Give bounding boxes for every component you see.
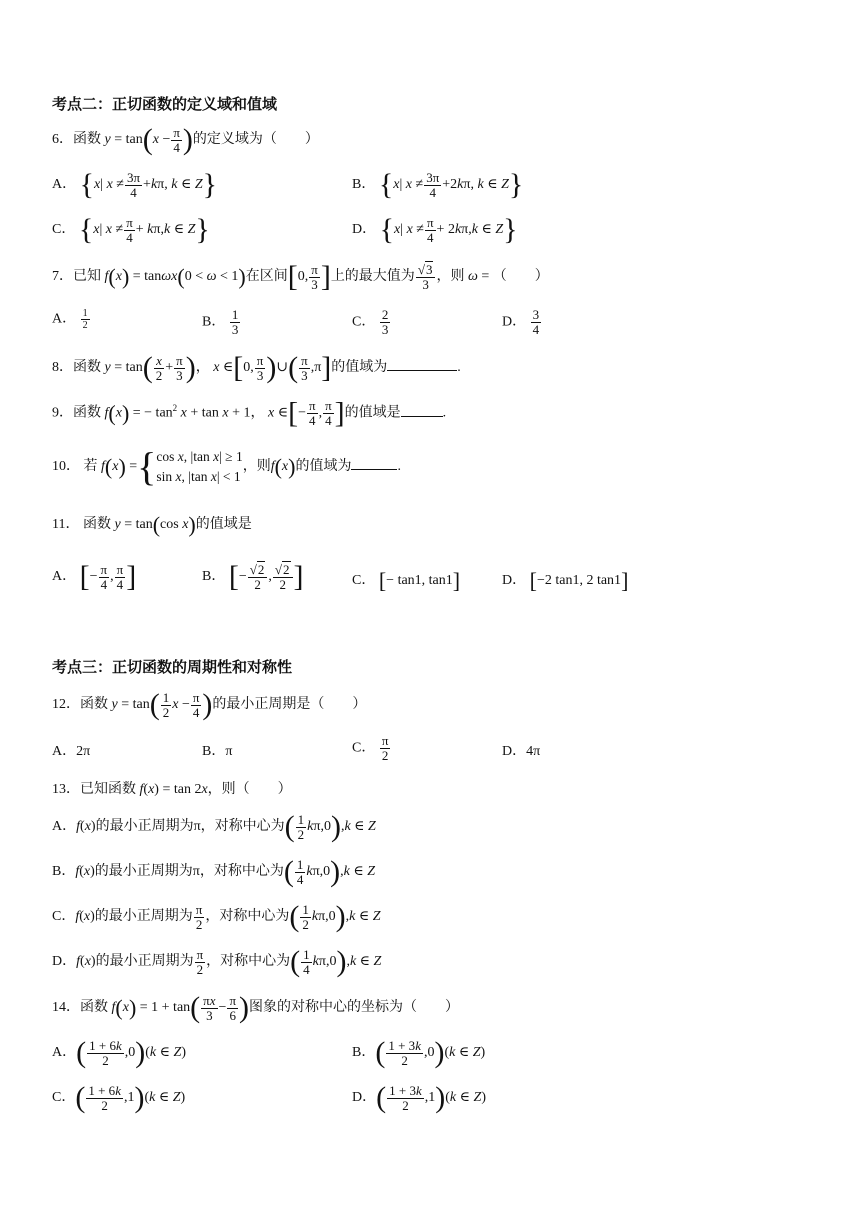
option-11c: C． [− tan1, tan1] [352, 568, 461, 593]
option-12b: B．π [202, 744, 233, 759]
option-6b: B． {x| x ≠ $\frac{3\pi}{4}$ +2kπ, k ∈ Z} [352, 168, 524, 201]
question-11: 11． 函数 y = tan(cos x)的值域是 [52, 512, 252, 537]
option-12a: A．2π [52, 744, 91, 759]
option-14a: A．( $\frac{1 + 6k}{2}$ ,0)(k ∈ Z) [52, 1036, 186, 1069]
question-text: 函数 [73, 132, 101, 148]
option-12c: C． $\frac{\pi}{2}$ [352, 733, 389, 763]
option-6a: A． {x| x ≠ $\frac{3\pi}{4}$ +kπ, k ∈ Z} [52, 168, 218, 201]
section-title-3: 考点三：正切函数的周期性和对称性 [52, 658, 293, 676]
option-7b: B． $\frac{1}{3}$ [202, 307, 239, 337]
question-9: 9．函数 f(x) = − $\tan^2 x + \tan x + 1$， x ∈[− $\frac{\pi}{4}$ , $\frac{\pi}{4}$ ]的值域是 . [52, 396, 447, 430]
option-13a: A．f(x)的最小正周期为π，对称中心为( $\frac{1}{2}$ kπ,0),k ∈ Z [52, 810, 376, 843]
question-text: 的定义域为（ ） [192, 132, 319, 148]
question-number: 6． [52, 132, 73, 148]
option-14d: D．( $\frac{1 + 3k}{2}$ ,1)(k ∈ Z) [352, 1081, 486, 1114]
option-6d: D． {x| x ≠ $\frac{\pi}{4}$ + 2kπ,k ∈ Z} [352, 213, 518, 246]
question-6: 6．函数 y = tan(x − $\frac{\pi}{4}$ )的定义域为（ ） [52, 123, 319, 156]
option-11a: A． [− $\frac{\pi}{4}$ , $\frac{\pi}{4}$ ] [52, 560, 137, 593]
option-12d: D．4π [502, 744, 541, 759]
question-14: 14．函数 f(x) = 1 + tan( $\frac{\pi x}{3}$ − $\frac{\pi}{6}$ )图象的对称中心的坐标为（ ） [52, 991, 460, 1024]
option-7d: D． $\frac{3}{4}$ [502, 307, 540, 337]
option-13d: D．f(x)的最小正周期为 $\frac{\pi}{2}$ ，对称中心为( $\frac{1}{4}$ kπ,0),k ∈ Z [52, 945, 382, 978]
question-7: 7．已知 f(x) = tanωx(0 < ω < 1)在区间[0, $\frac{\pi}{3}$ ]上的最大值为 $\frac{√3}{3}$ ，则 ω = （ ） [52, 260, 549, 293]
option-6c: C． {x| x ≠ $\frac{\pi}{4}$ + kπ,k ∈ Z} [52, 213, 210, 246]
option-11b: B． [− $\frac{√2}{2}$ , $\frac{√2}{2}$ ] [202, 560, 304, 593]
option-14c: C．( $\frac{1 + 6k}{2}$ ,1)(k ∈ Z) [52, 1081, 186, 1114]
option-11d: D． [−2 tan1, 2 tan1] [502, 568, 629, 593]
option-13c: C．f(x)的最小正周期为 $\frac{\pi}{2}$ ，对称中心为( $\frac{1}{2}$ kπ,0),k ∈ Z [52, 900, 381, 933]
question-8: 8．函数 y = tan( $\frac{x}{2}$ + $\frac{\pi}{3}$ )， x ∈[0, $\frac{\pi}{3}$ )∪( $\frac{\pi}{3}$ ,π]的值域为 . [52, 351, 461, 384]
question-13: 13．已知函数 f(x) = tan 2x，则（ ） [52, 782, 292, 797]
option-13b: B．f(x)的最小正周期为π，对称中心为( $\frac{1}{4}$ kπ,0),k ∈ Z [52, 855, 376, 888]
question-12: 12．函数 y = tan( $\frac{1}{2}$ x − $\frac{\pi}{4}$ )的最小正周期是（ ） [52, 688, 367, 721]
option-7c: C． $\frac{2}{3}$ [352, 307, 389, 337]
question-10: 10． 若 f(x) ={ cos x, |tan x| ≥ 1 sin x, |tan x| < 1 ，则f(x)的值域为 . [52, 444, 401, 489]
option-7a: A． $\frac{1}{2}$ [52, 308, 88, 331]
section-title-2: 考点二：正切函数的定义域和值域 [52, 95, 278, 113]
option-14b: B．( $\frac{1 + 3k}{2}$ ,0)(k ∈ Z) [352, 1036, 486, 1069]
